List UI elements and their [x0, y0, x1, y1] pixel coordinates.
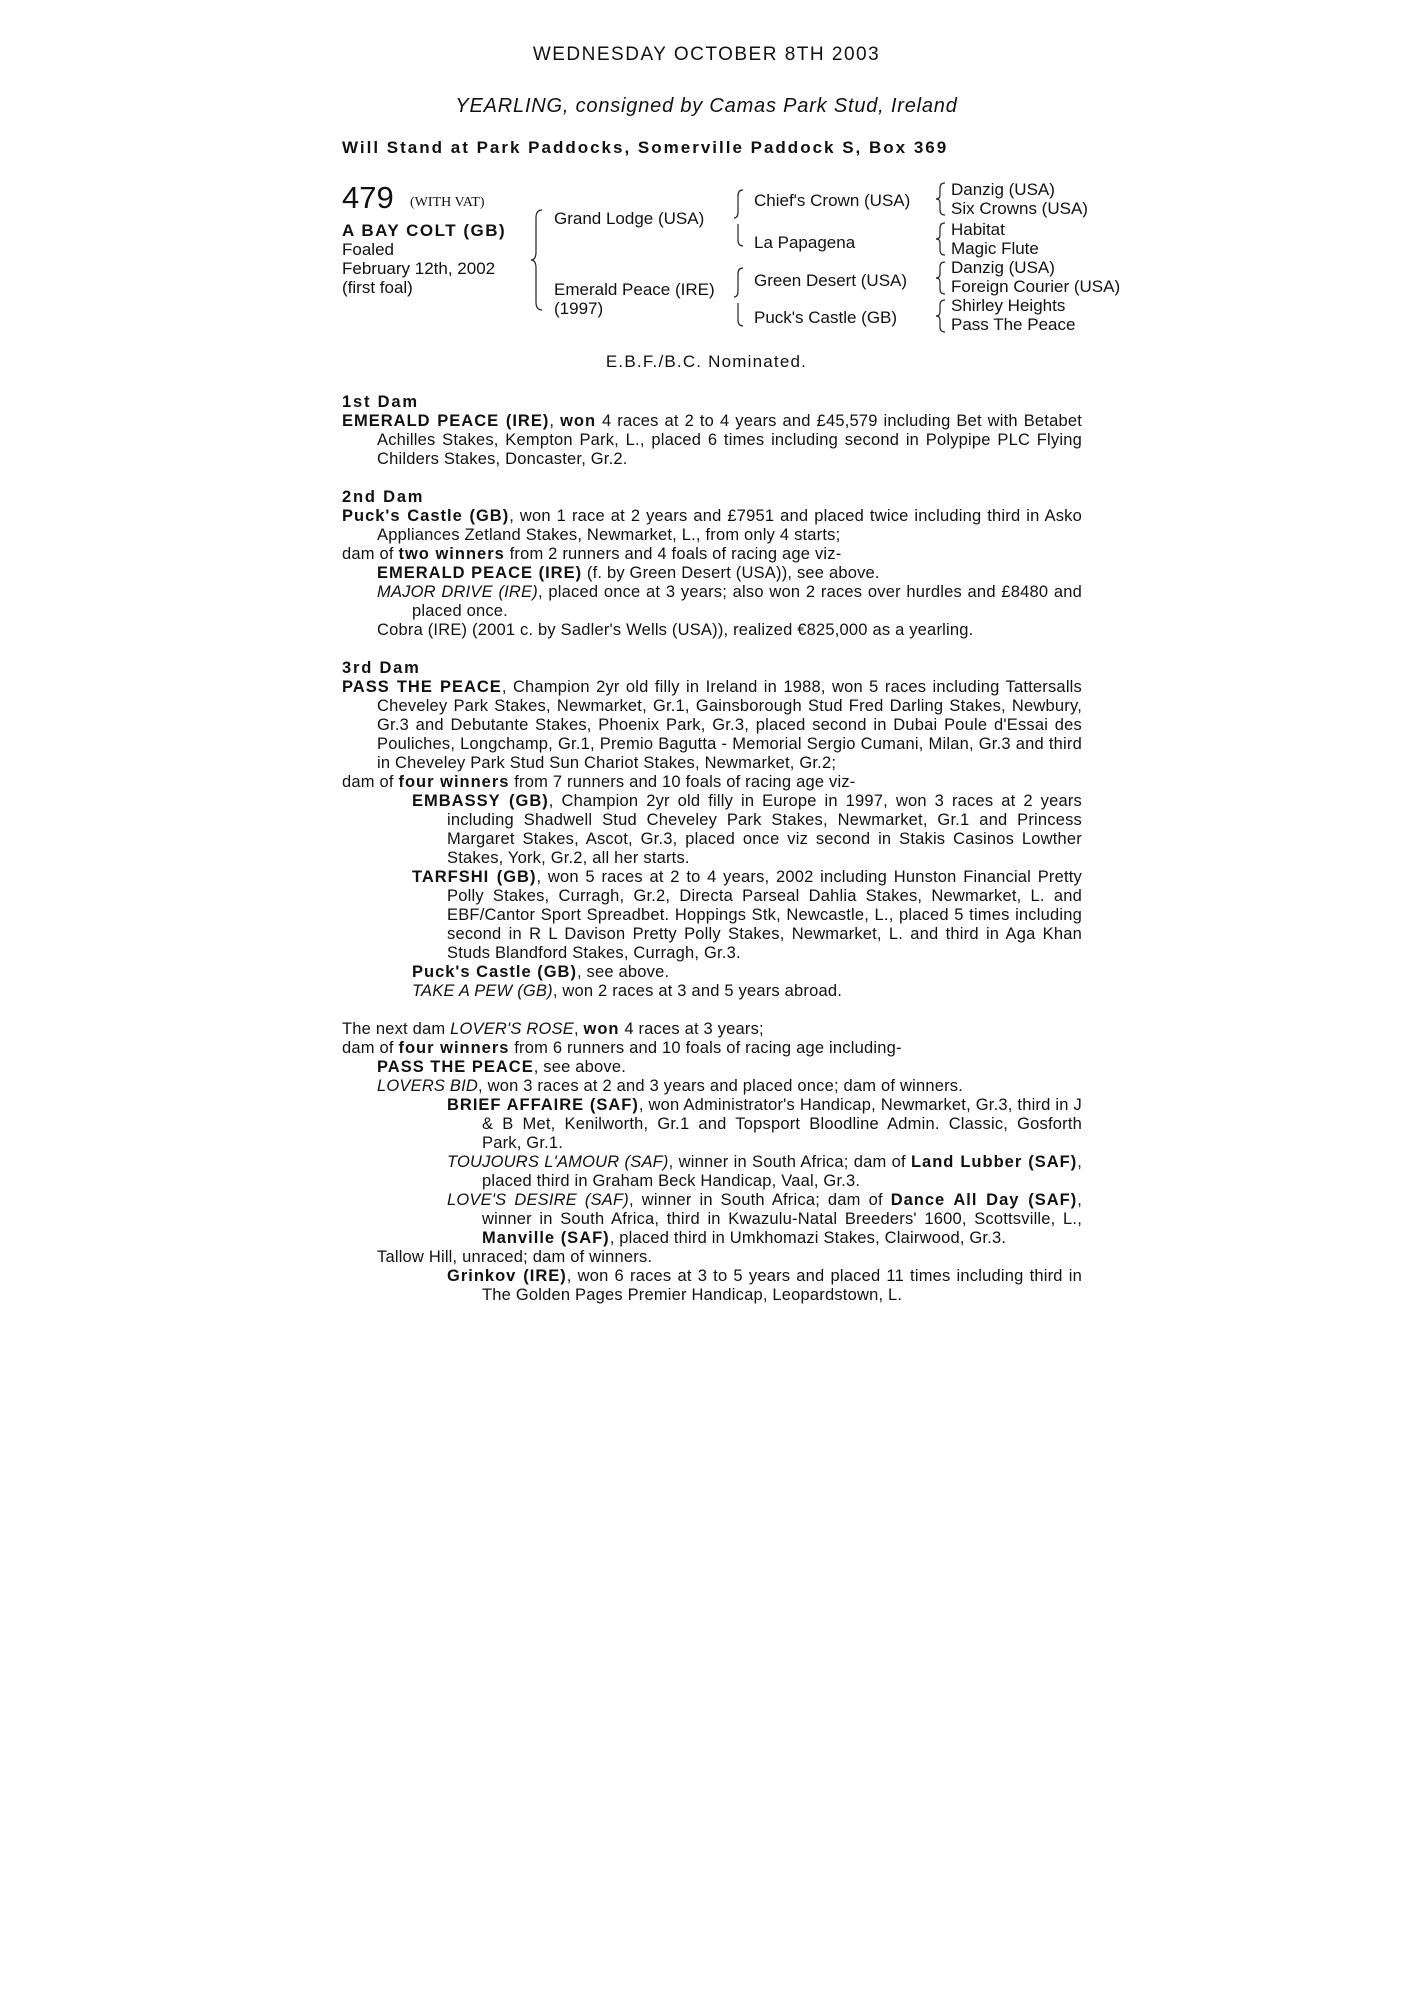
produce-prefix: dam of — [342, 545, 394, 563]
pedigree-ggd-1: Six Crowns (USA) — [951, 199, 1088, 218]
lot-description: A BAY COLT (GB) — [342, 221, 507, 240]
third-dam-name: PASS THE PEACE — [342, 678, 502, 696]
second-dam-heading: 2nd Dam — [342, 488, 425, 506]
pedigree-dam-sire: Green Desert (USA) — [754, 271, 908, 290]
pedigree-brace-g3 — [935, 260, 947, 296]
list-item — [342, 621, 1082, 640]
list-item — [342, 1248, 1082, 1267]
offspring-record: , placed third in Umkhomazi Stakes, Clairwood, Gr.3. — [609, 1229, 1007, 1247]
list-item — [342, 982, 1082, 1001]
third-dam-heading: 3rd Dam — [342, 659, 421, 677]
offspring-name: EMERALD PEACE (IRE) — [377, 564, 583, 582]
produce-suffix: from 7 runners and 10 foals of racing age viz- — [514, 773, 856, 791]
third-dam-produce — [342, 773, 1082, 792]
pedigree-ggd-2: Magic Flute — [951, 239, 1039, 258]
second-dam-name: Puck's Castle (GB) — [342, 507, 510, 525]
list-item — [342, 1058, 1082, 1077]
first-dam-record: 4 races at 2 to 4 years and £45,579 including Bet with Betabet Achilles Stakes, Kempton Park, L., placed 6 times including second in Polypipe PLC Flying Childers Stakes, Doncaster, Gr.2. — [377, 412, 1082, 468]
offspring-name: Puck's Castle (GB) — [412, 963, 577, 981]
pedigree-brace-g4 — [935, 298, 947, 334]
first-dam-won: won — [560, 412, 597, 430]
offspring-name: PASS THE PEACE — [377, 1058, 534, 1076]
offspring-record: , won Administrator's Handicap, Newmarket, Gr.3, third in J & B Met, Kenilworth, Gr.1 and Topsport Bloodline Admin. Classic, Gosforth Park, Gr.1. — [482, 1096, 1082, 1152]
foaled-date: February 12th, 2002 — [342, 259, 496, 278]
list-item — [342, 963, 1082, 982]
pedigree-sire: Grand Lodge (USA) — [554, 209, 705, 228]
offspring-name: MAJOR DRIVE (IRE) — [377, 583, 538, 601]
vat-note: (WITH VAT) — [410, 195, 485, 210]
offspring-record: Tallow Hill, unraced; dam of winners. — [377, 1248, 653, 1266]
pedigree-brace-g1 — [935, 181, 947, 217]
next-dam-produce — [342, 1039, 1082, 1058]
list-item — [342, 1096, 1082, 1153]
third-dam-record: , Champion 2yr old filly in Ireland in 1988, won 5 races including Tattersalls Cheveley Park Stakes, Newmarket, Gr.1, Gainsborough Stud Fred Darling Stakes, Newbury, Gr.3 and Debutante Stakes, Phoenix Park, Gr.3, placed second in Dubai Poule d'Essai des Pouliches, Longchamp, Gr.1, Premio Bagutta - Memorial Sergio Cumani, Milan, Gr.3 and third in Cheveley Park Stud Sun Chariot Stakes, Newmarket, Gr.2; — [377, 678, 1082, 772]
produce-count: two winners — [398, 545, 505, 563]
offspring-record: , won 5 races at 2 to 4 years, 2002 including Hunston Financial Pretty Polly Stakes, Curragh, Gr.2, Directa Parseal Dahlia Stakes, Newmarket, L. and EBF/Cantor Sport Spreadbet. Hoppings Stk, Newcastle, L., placed 5 times including second in R L Davison Pretty Polly Stakes, Newmarket, L. and third in Aga Khan Studs Blandford Stakes, Curragh, Gr.3. — [447, 868, 1082, 962]
consignment-line: YEARLING, consigned by Camas Park Stud, Ireland — [455, 95, 958, 117]
offspring-name: Land Lubber (SAF) — [910, 1153, 1078, 1171]
offspring-name: TAKE A PEW (GB) — [412, 982, 553, 1000]
produce-suffix: from 2 runners and 4 foals of racing age viz- — [509, 545, 842, 563]
lot-number: 479 — [342, 180, 394, 215]
pedigree-sire-dam: La Papagena — [754, 233, 856, 252]
list-item — [342, 1191, 1082, 1248]
offspring-name: TOUJOURS L'AMOUR (SAF) — [447, 1153, 669, 1171]
offspring-record: (f. by Green Desert (USA)), see above. — [586, 564, 880, 582]
list-item — [342, 1077, 1082, 1096]
offspring-name: LOVE'S DESIRE (SAF) — [447, 1191, 629, 1209]
offspring-name: BRIEF AFFAIRE (SAF) — [447, 1096, 639, 1114]
pedigree-ggd-4: Pass The Peace — [951, 315, 1076, 334]
next-dam-entry: The next dam LOVER'S ROSE, won 4 races at 3 years; — [342, 1020, 764, 1038]
pedigree-ggs-4: Shirley Heights — [951, 296, 1066, 315]
list-item — [342, 1267, 1082, 1305]
produce-prefix: dam of — [342, 1039, 394, 1057]
pedigree-dam-dam: Puck's Castle (GB) — [754, 308, 898, 327]
pedigree-brace-g2 — [935, 221, 947, 257]
next-dam-prefix: The next dam — [342, 1020, 446, 1038]
foaled-label: Foaled — [342, 240, 394, 259]
second-dam-produce — [342, 545, 1082, 564]
offspring-record: , won 6 races at 3 to 5 years and placed 11 times including third in The Golden Pages Premier Handicap, Leopardstown, L. — [482, 1267, 1082, 1304]
first-dam-heading: 1st Dam — [342, 393, 419, 411]
pedigree-ggs-2: Habitat — [951, 220, 1005, 239]
pedigree-brace-dam — [733, 266, 745, 328]
nomination-note: E.B.F./B.C. Nominated. — [605, 352, 808, 371]
produce-prefix: dam of — [342, 773, 394, 791]
second-dam-entry — [342, 507, 1082, 545]
pedigree-dam-year: (1997) — [554, 299, 604, 318]
offspring-record: , winner in South Africa, third in Kwazulu-Natal Breeders' 1600, Scottsville, L., — [482, 1191, 1082, 1228]
offspring-record: , won 3 races at 2 and 3 years and placed once; dam of winners. — [478, 1077, 964, 1095]
first-dam-name: EMERALD PEACE (IRE) — [342, 412, 550, 430]
sale-date: WEDNESDAY OCTOBER 8TH 2003 — [532, 44, 881, 65]
list-item — [342, 564, 1082, 583]
next-dam-record: 4 races at 3 years; — [624, 1020, 764, 1038]
pedigree-dam: Emerald Peace (IRE) — [554, 280, 715, 299]
catalogue-body — [342, 393, 1082, 1305]
list-item — [342, 868, 1082, 963]
offspring-record: , see above. — [533, 1058, 627, 1076]
offspring-record: , placed once at 3 years; also won 2 races over hurdles and £8480 and placed once. — [412, 583, 1082, 620]
list-item — [342, 792, 1082, 868]
offspring-record: , winner in South Africa; dam of — [628, 1191, 883, 1209]
offspring-name: Grinkov (IRE) — [447, 1267, 567, 1285]
produce-suffix: from 6 runners and 10 foals of racing age including- — [514, 1039, 902, 1057]
next-dam-won: won — [583, 1020, 620, 1038]
offspring-record: , winner in South Africa; dam of — [668, 1153, 906, 1171]
first-dam-entry: EMERALD PEACE (IRE), won 4 races at 2 to 4 years and £45,579 including Bet with Betabet Achilles Stakes, Kempton Park, L., placed 6 times including second in Polypipe PLC Flying Childers Stakes, Doncaster, Gr.2. — [342, 412, 1082, 468]
offspring-record: , Champion 2yr old filly in Europe in 1997, won 3 races at 2 years including Shadwell Stud Cheveley Park Stakes, Newmarket, Gr.1 and Princess Margaret Stakes, Ascot, Gr.3, placed once viz second in Stakis Casinos Lowther Stakes, York, Gr.2, all her starts. — [447, 792, 1083, 867]
pedigree-ggs-1: Danzig (USA) — [951, 180, 1055, 199]
offspring-record: , see above. — [576, 963, 670, 981]
pedigree-brace-main — [530, 208, 544, 312]
offspring-name: EMBASSY (GB) — [412, 792, 549, 810]
next-dam-name: LOVER'S ROSE — [450, 1020, 574, 1038]
pedigree-ggd-3: Foreign Courier (USA) — [951, 277, 1121, 296]
pedigree-ggs-3: Danzig (USA) — [951, 258, 1055, 277]
offspring-name: TARFSHI (GB) — [412, 868, 537, 886]
offspring-name: LOVERS BID — [377, 1077, 479, 1095]
list-item — [342, 583, 1082, 621]
first-foal-note: (first foal) — [342, 278, 413, 297]
produce-count: four winners — [398, 1039, 510, 1057]
second-dam-record: , won 1 race at 2 years and £7951 and placed twice including third in Asko Appliances Zetland Stakes, Newmarket, L., from only 4 starts; — [377, 507, 1082, 544]
offspring-record: , placed third in Graham Beck Handicap, Vaal, Gr.3. — [482, 1153, 1083, 1190]
pedigree-brace-sire — [733, 188, 745, 248]
offspring-record: Cobra (IRE) (2001 c. by Sadler's Wells (USA)), realized €825,000 as a yearling. — [377, 621, 974, 639]
offspring-name: Dance All Day (SAF) — [890, 1191, 1078, 1209]
offspring-record: , won 2 races at 3 and 5 years abroad. — [552, 982, 843, 1000]
list-item — [342, 1153, 1082, 1191]
stand-location: Will Stand at Park Paddocks, Somerville Paddock S, Box 369 — [342, 138, 949, 157]
produce-count: four winners — [398, 773, 510, 791]
offspring-name: Manville (SAF) — [482, 1229, 610, 1247]
pedigree-sire-sire: Chief's Crown (USA) — [754, 191, 911, 210]
third-dam-entry — [342, 678, 1082, 773]
